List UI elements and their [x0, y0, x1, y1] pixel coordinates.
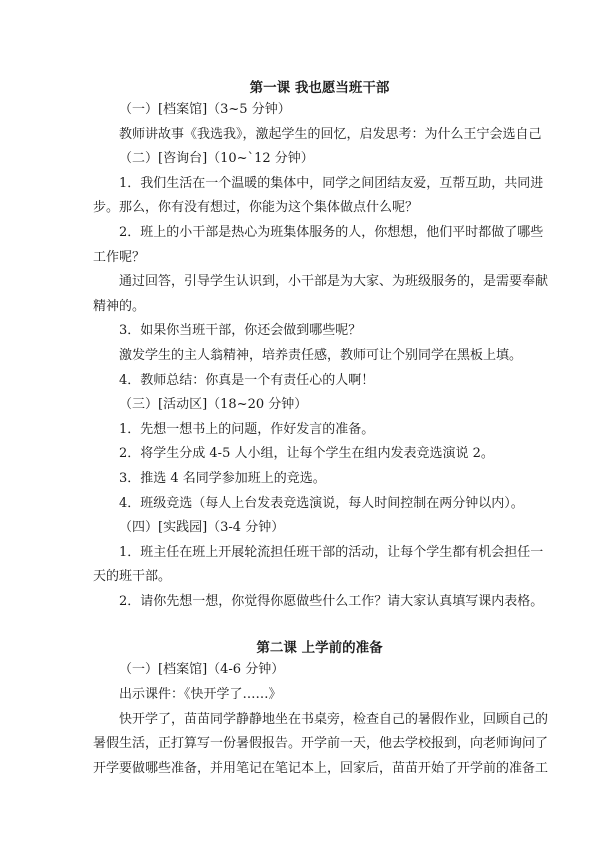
section-heading: （二）[咨询台]（10~`12 分钟）	[119, 151, 314, 167]
lesson1-body	[93, 98, 549, 614]
paragraph-line: 开学要做哪些准备，并用笔记在笔记本上，回家后，苗苗开始了开学前的准备工	[93, 760, 549, 776]
lesson1-title: 第一课 我也愿当班干部	[249, 80, 390, 96]
paragraph-line: 快开学了，苗苗同学静静地坐在书桌旁，检查自己的暑假作业，回顾自己的	[119, 711, 549, 727]
lesson-spacer	[93, 614, 526, 638]
paragraph-line: 暑假生活，正打算写一份暑假报告。开学前一天，他去学校报到，向老师询问了	[93, 736, 549, 752]
paragraph-line: 教师讲故事《我选我》，激起学生的回忆，启发思考：为什么王宁会选自己	[119, 126, 542, 142]
section-heading: （一）[档案馆]（4-6 分钟）	[119, 662, 285, 678]
paragraph-line: 通过回答，引导学生认识到，小干部是为大家、为班级服务的，是需要奉献	[119, 274, 549, 290]
paragraph-line: 1．先想一想书上的问题，作好发言的准备。	[119, 421, 375, 437]
paragraph-line: 1．班主任在班上开展轮流担任班干部的活动，让每个学生都有机会担任一	[119, 544, 544, 560]
paragraph-line: 2．将学生分成 4-5 人小组，让每个学生在组内发表竞选演说 2。	[119, 446, 494, 462]
paragraph-line: 工作呢？	[93, 249, 146, 265]
paragraph-line: 4．教师总结：你真是一个有责任心的人啊！	[119, 372, 375, 388]
paragraph-line: 3．推选 4 名同学参加班上的竞选。	[119, 470, 326, 486]
section-heading: （三）[活动区]（18~20 分钟）	[119, 397, 308, 413]
paragraph-line: 1．我们生活在一个温暖的集体中，同学之间团结友爱，互帮互助，共同进	[119, 175, 544, 191]
section-heading: （四）[实践园]（3-4 分钟）	[119, 520, 285, 536]
lesson2-body	[93, 658, 549, 781]
paragraph-line: 3．如果你当班干部，你还会做到哪些呢？	[119, 323, 362, 339]
lesson2-title: 第二课 上学前的准备	[256, 640, 383, 657]
section-heading: （一）[档案馆]（3~5 分钟）	[119, 102, 291, 117]
paragraph-line: 出示课件：《快开学了……》	[119, 687, 282, 703]
paragraph-line: 2．班上的小干部是热心为班集体服务的人，你想想，他们平时都做了哪些	[119, 224, 544, 240]
paragraph-line: 2．请你先想一想，你觉得你愿做些什么工作？请大家认真填写课内表格。	[119, 593, 544, 609]
paragraph-line: 精神的。	[93, 298, 146, 314]
paragraph-line: 步。那么，你有没有想过，你能为这个集体做点什么呢？	[93, 200, 419, 216]
paragraph-line: 4．班级竞选（每人上台发表竞选演说，每人时间控制在两分钟以内）。	[119, 495, 524, 511]
paragraph-line: 天的班干部。	[93, 569, 172, 585]
paragraph-line: 激发学生的主人翁精神，培养责任感，教师可让个别同学在黑板上填。	[119, 347, 523, 363]
